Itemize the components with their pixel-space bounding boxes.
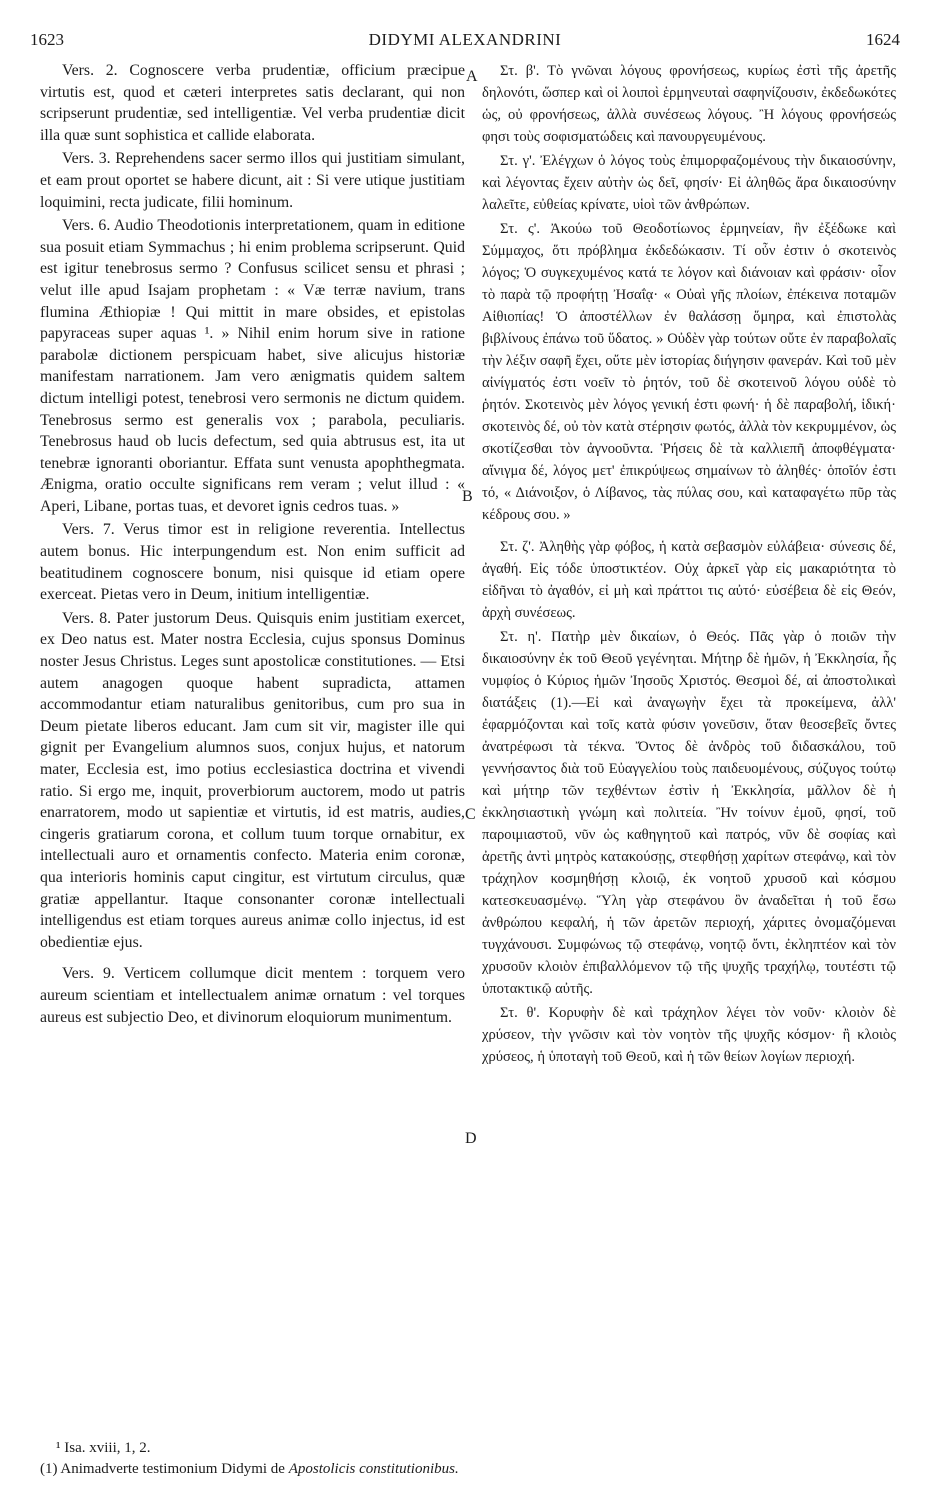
footnote-text: (1) Animadverte testimonium Didymi de <box>40 1461 285 1477</box>
page-number-left: 1623 <box>30 30 64 49</box>
running-title: DIDYMI ALEXANDRINI <box>368 30 562 49</box>
greek-paragraph-st-6: Στ. ς'. Ἀκούω τοῦ Θεοδοτίωνος ἑρμηνείαν, ἣν ἐξέδωκε καὶ Σύμμαχος, ὅτι πρόβλημα ἐκδεδώκασιν. Τί οὖν ἐστιν ὁ σκοτεινὸς λόγος; Ὁ συγκεχυμένος κατά τε λόγον καὶ διάνοιαν καὶ φράσιν· οἷον τὸ παρὰ τῷ προφήτῃ Ἠσαΐᾳ· « Οὐαὶ γῆς πλοίων, ἐπέκεινα ποταμῶν Αἰθιοπίας! Ὁ ἀποστέλλων ἐν θαλάσσῃ ὅμηρα, καὶ ἐπιστολὰς βιβλίνους ἐπάνω τοῦ ὕδατος. » Οὐδὲν γὰρ τούτων οὔτε ἐν παραβολαῖς τὴν λέξιν σαφῆ ἔχει, οὔτε μὲν ἱστορίας διήγησιν φανεράν. Καὶ τοῦ μὲν αἰνίγματός ἐστι νοεῖν τὸ ῥητόν, τοῦ δὲ σκοτεινοῦ λόγου οὐδὲ τὸ ῥητόν. Σκοτεινὸς μὲν λόγος γενική ἐστι φωνή· ἡ δὲ παραβολή, ἰδική· σκοτεινὸς δέ, οὐ τὸν κατὰ στέρησιν φωτός, ἀλλὰ τὸν κεκρυμμένον, ὡς σκοτίζεσθαι τὸν ἀγνοοῦντα. Ῥήσεις δὲ τὰ καλλιεπῆ ἀποφθέγματα· αἴνιγμα δέ, λόγος μετ' ἐπικρύψεως σημαίνων τὸ ἀληθές· ὁποῖόν ἐστι τό, « Διάνοιξον, ὁ Λίβανος, τὰς πύλας σου, καὶ καταφαγέτω πῦρ τὰς κέδρους σου. » <box>482 221 896 523</box>
latin-paragraph-vers-9: Vers. 9. Verticem collumque dicit mentem : torquem vero aureum scientiam et intellectualem animæ ornatum : vel torques aureus est subjectio Deo, et divinorum eloquiorum munimentum. <box>40 965 465 1026</box>
footnotes <box>40 1438 660 1480</box>
footnote-italic-title: Apostolicis constitutionibus. <box>288 1461 459 1477</box>
greek-paragraph-st-9: Στ. θ'. Κορυφὴν δὲ καὶ τράχηλον λέγει τὸν νοῦν· κλοιὸν δὲ χρύσεον, τὴν γνῶσιν καὶ τὸν νοητὸν τῆς ψυχῆς κόσμον· ἢ κλοιὸς χρύσεος, ἡ ὑποταγὴ τοῦ Θεοῦ, καὶ ἡ τῶν θείων λογίων περιοχή. <box>482 1005 896 1065</box>
greek-column <box>482 60 896 1070</box>
latin-column <box>40 60 465 1030</box>
latin-paragraph-vers-3: Vers. 3. Reprehendens sacer sermo illos qui justitiam simulant, et eam prout oportet se habere dicunt, ait : Si vere utique justitiam loquimini, recta judicate, filii hominum. <box>40 150 465 211</box>
latin-paragraph-vers-7: Vers. 7. Verus timor est in religione reverentia. Intellectus autem bonus. Hic interpungendum est. Non enim sufficit ad beatitudinem cognoscere bonum, nisi quisque id etiam opere exerceat. Pietas vero in Deum, initium intelligentiæ. <box>40 521 465 604</box>
footnote-apostolic-constitutions <box>40 1459 660 1480</box>
greek-paragraph-st-7: Στ. ζ'. Ἀληθὴς γὰρ φόβος, ἡ κατὰ σεβασμὸν εὐλάβεια· σύνεσις δέ, ἀγαθή. Εἰς τόδε ὑποστικτέον. Οὐχ ἀρκεῖ γὰρ εἰς μακαριότητα τὸ εἰδῆναι τὸ ἀγαθόν, εἰ μὴ καὶ πράττοι τις αὐτό· εὐσέβεια δὲ εἰς Θεόν, ἀρχὴ συνέσεως. <box>482 539 896 621</box>
footnote-isaiah: ¹ Isa. xviii, 1, 2. <box>56 1440 151 1456</box>
greek-paragraph-st-2: Στ. β'. Τὸ γνῶναι λόγους φρονήσεως, κυρίως ἐστὶ τῆς ἀρετῆς δηλονότι, ὥσπερ καὶ οἱ λοιποὶ ἑρμηνευταὶ σαφηνίζουσιν, ἐκδεδωκότες ὡς, οὐ φρονήσεως, ἀλλὰ συνέσεως λόγους. Ἢ λόγους φρονήσεώς φησι τοὺς σοφισματώδεις καὶ πανουργευμένους. <box>482 63 896 145</box>
margin-letter-a: A <box>466 68 478 85</box>
greek-paragraph-st-8: Στ. η'. Πατὴρ μὲν δικαίων, ὁ Θεός. Πᾶς γὰρ ὁ ποιῶν τὴν δικαιοσύνην ἐκ τοῦ Θεοῦ γεγένηται. Μήτηρ δὲ ἡμῶν, ἡ Ἐκκλησία, ἧς νυμφίος ὁ Κύριος ἡμῶν Ἰησοῦς Χριστός. Θεσμοὶ δέ, αἱ ἀποστολικαὶ διατάξεις (1).—Εἰ καὶ ἀναγωγὴν ἔχει τὰ προκείμενα, ἀλλ' ἐφαρμόζονται καὶ τοῖς κατὰ φύσιν γονεῦσιν, ὅταν θεοσεβεῖς ὄντες ἀνατρέφωσι τὰ τέκνα. Ὄντος δὲ ἀνδρὸς τοῦ διδασκάλου, τοῦ γεννήσαντος διὰ τοῦ Εὐαγγελίου τοὺς παιδευομένους, σύζυγος τούτῳ καὶ μήτηρ τῶν τεχθέντων ἐστὶν ἡ Ἐκκλησία, μᾶλλον δὲ ἡ ἐκκλησιαστικὴ γνώμη καὶ πολιτεία. Ἢν τοίνυν ἐμοῦ, φησί, τοῦ παροιμιαστοῦ, νῦν ὡς καθηγητοῦ καὶ πατρός, νῦν δὲ σοφίας καὶ ἀρετῆς ἀντὶ μητρὸς κατακούσῃς, στεφθήσῃ χαρίτων στεφάνῳ, καὶ τὸν τράχηλον κοσμηθήσῃ κλοιῷ, ἐκ νοητοῦ χρυσοῦ καὶ κόσμου κατεσκευασμένῳ. Ὕλη γὰρ στεφάνου ὃν ἀναδεῖται ἡ τοῦ ἔσω ἀνθρώπου κεφαλή, ἡ τῶν ἀρετῶν περιοχή, χάριτες ὀνομαζόμεναι τυγχάνουσι. Συμφώνως τῷ στεφάνῳ, νοητῷ ὄντι, ἐκληπτέον καὶ τὸν χρυσοῦν κλοιὸν ἐπιβαλλόμενον τῷ τῆς ψυχῆς τραχήλῳ, τουτέστι τῷ ὑποτακτικῷ αὐτῆς. <box>482 629 896 997</box>
page-number-right: 1624 <box>866 30 900 49</box>
latin-paragraph-vers-2: Vers. 2. Cognoscere verba prudentiæ, officium præcipue virtutis est, quod et cæteri interpretes satis declarant, qui non scripserunt prudentiæ, sed intelligentiæ. Vel verba prudentiæ dicit illa quæ sunt sophistica et callide elaborata. <box>40 62 465 144</box>
margin-letter-b: B <box>462 488 473 505</box>
margin-letter-d: D <box>465 1130 477 1147</box>
latin-paragraph-vers-6: Vers. 6. Audio Theodotionis interpretationem, quam in editione sua posuit etiam Symmachus ; hi enim problema scripserunt. Quid est igitur tenebrosus sermo ? Confusus scilicet sensu et phrasi ; velut ille apud Isajam prophetam : « Væ terræ navium, trans flumina Æthiopiæ ! Qui mittit in mare obsides, et epistolas papyraceas super aquas ¹. » Nihil enim horum sive in ratione parabolæ dictionem perspicuam habet, sive alicujus historiæ manifestam narrationem. Jam vero ænigmatis quidem saltem dictum intelligi potest, tenebrosi vero sermonis ne dictum quidem. Tenebrosus sermo est generalis vox ; parabola, peculiaris. Tenebrosus haud ob lucis defectum, sed quia abtrusus est, ita ut tenebræ ignoranti oboriantur. Effata sunt venusta apophthegmata. Ænigma, oratio occulte significans rem veram ; velut illud : « Aperi, Libane, portas tuas, et devoret ignis cedros tuas. » <box>40 217 465 515</box>
margin-letter-c: C <box>465 806 476 823</box>
latin-paragraph-vers-8: Vers. 8. Pater justorum Deus. Quisquis enim justitiam exercet, ex Deo natus est. Mater nostra Ecclesia, cujus sponsus Dominus noster Jesus Christus. Leges sunt apostolicæ constitutiones. — Etsi autem anagogen quoque habent supradicta, attamen accommodantur etiam naturalibus genitoribus, cum pro sua in Deum pietate liberos educant. Jam cum sit vir, magister ille qui gignit per Evangelium alumnos suos, conjux hujus, et natorum mater, Ecclesia est, imo potius ecclesiastica doctrina et vivendi ratio. Si ergo me, inquit, proverbiorum auctorem, modo ut patris enarratorem, modo ut sapientiæ et virtutis, id est matris, audies, cingeris gratiarum corona, et collum tuum torque ornabitur, ex intellectuali auro et ornamentis confecto. Materia enim coronæ, qua interioris hominis caput cingitur, est virtutum circulus, quæ gratiæ appellantur. Itaque consonanter coronæ intellectuali intelligendus est etiam torques aureus animæ collo injectus, id est obedientiæ ejus. <box>40 609 465 951</box>
greek-paragraph-st-3: Στ. γ'. Ἐλέγχων ὁ λόγος τοὺς ἐπιμορφαζομένους τὴν δικαιοσύνην, καὶ λέγοντας ἔχειν αὐτὴν ὡς δεῖ, φησίν· Εἰ ἀληθῶς ἄρα δικαιοσύνην λαλεῖτε, εὐθείας κρίνατε, υἱοὶ τῶν ἀνθρώπων. <box>482 153 896 213</box>
running-header <box>30 30 900 56</box>
